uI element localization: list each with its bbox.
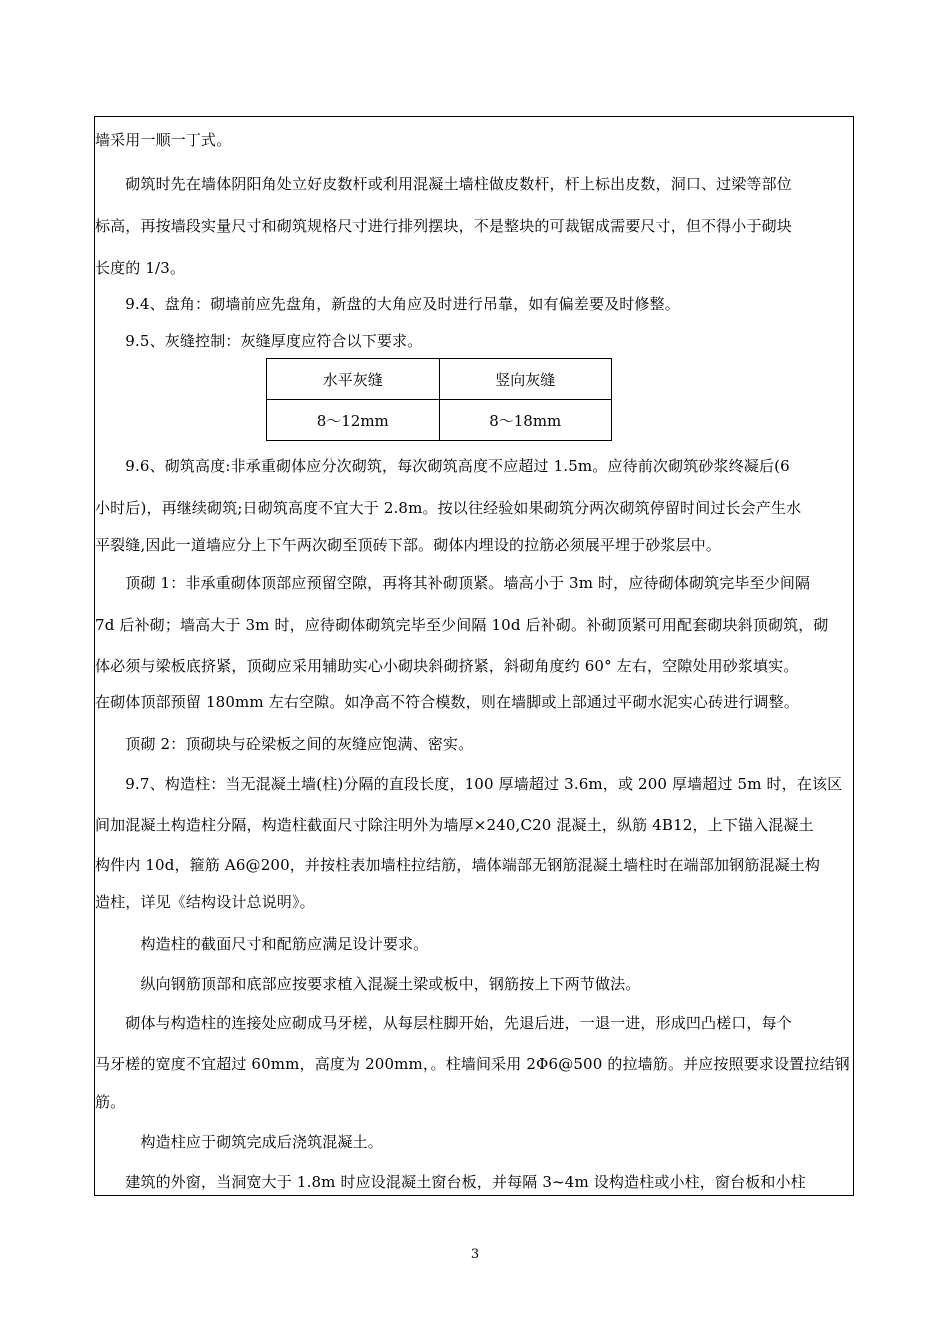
value-horizontal-joint: 8～12mm (267, 400, 440, 441)
text-line: 7d 后补砌；墙高大于 3m 时，应待砌体砌筑完毕至少间隔 10d 后补砌。补砌顶紧可用配套砌块斜顶砌筑，砌 (95, 616, 829, 634)
text-line: 纵向钢筋顶部和底部应按要求植入混凝土梁或板中，钢筋按上下两节做法。 (95, 975, 641, 993)
text-line: 9.5、灰缝控制：灰缝厚度应符合以下要求。 (95, 332, 423, 350)
value-vertical-joint: 8～18mm (439, 400, 612, 441)
header-vertical-joint: 竖向灰缝 (439, 359, 612, 400)
text-line: 间加混凝土构造柱分隔，构造柱截面尺寸除注明外为墙厚×240,C20 混凝土，纵筋 4B12，上下锚入混凝土 (95, 816, 814, 834)
text-line: 马牙槎的宽度不宜超过 60mm，高度为 200mm，。柱墙间采用 2Φ6@500 的拉墙筋。并应按照要求设置拉结钢 (95, 1055, 850, 1073)
page-number: 3 (470, 1247, 480, 1262)
text-line: 9.7、构造柱：当无混凝土墙(柱)分隔的直段长度，100 厚墙超过 3.6m，或 200 厚墙超过 5m 时，在该区 (95, 775, 843, 793)
text-line: 长度的 1/3。 (95, 259, 186, 277)
text-line: 构造柱应于砌筑完成后浇筑混凝土。 (95, 1133, 383, 1151)
text-line: 构件内 10d，箍筋 A6@200，并按柱表加墙柱拉结筋，墙体端部无钢筋混凝土墙柱时在端部加钢筋混凝土构 (95, 856, 821, 874)
text-line: 9.6、砌筑高度:非承重砌体应分次砌筑，每次砌筑高度不应超过 1.5m。应待前次砌筑砂浆终凝后(6 (95, 457, 790, 475)
text-line: 构造柱的截面尺寸和配筋应满足设计要求。 (95, 935, 429, 953)
text-line: 标高，再按墙段实量尺寸和砌筑规格尺寸进行排列摆块，不是整块的可裁锯成需要尺寸，但不得小于砌块 (95, 217, 792, 235)
text-line: 平裂缝,因此一道墙应分上下午两次砌至顶砖下部。砌体内埋设的拉筋必须展平埋于砂浆层中。 (95, 536, 722, 554)
text-line: 建筑的外窗，当洞宽大于 1.8m 时应设混凝土窗台板，并每隔 3~4m 设构造柱或小柱，窗台板和小柱 (95, 1173, 806, 1191)
text-line: 造柱，详见《结构设计总说明》。 (95, 893, 315, 911)
header-horizontal-joint: 水平灰缝 (267, 359, 440, 400)
text-line: 顶砌 2：顶砌块与砼梁板之间的灰缝应饱满、密实。 (95, 735, 474, 753)
text-line: 砌筑时先在墙体阴阳角处立好皮数杆或利用混凝土墙柱做皮数杆，杆上标出皮数，洞口、过梁等部位 (95, 175, 792, 193)
text-line: 墙采用一顺一丁式。 (95, 131, 232, 149)
text-line: 砌体与构造柱的连接处应砌成马牙槎，从每层柱脚开始，先退后进，一退一进，形成凹凸槎口，每个 (95, 1014, 792, 1032)
text-line: 顶砌 1：非承重砌体顶部应预留空隙，再将其补砌顶紧。墙高小于 3m 时，应待砌体砌筑完毕至少间隔 (95, 574, 811, 592)
text-line: 9.4、盘角：砌墙前应先盘角，新盘的大角应及时进行吊靠，如有偏差要及时修整。 (95, 295, 680, 313)
text-line: 小时后)，再继续砌筑;日砌筑高度不宜大于 2.8m。按以往经验如果砌筑分两次砌筑停留时间过长会产生水 (95, 499, 802, 517)
text-line: 体必须与梁板底挤紧，顶砌应采用辅助实心小砌块斜砌挤紧，斜砌角度约 60° 左右，空隙处用砂浆填实。 (95, 657, 799, 675)
text-line: 筋。 (95, 1093, 126, 1111)
mortar-joint-table (266, 358, 612, 441)
text-line: 在砌体顶部预留 180mm 左右空隙。如净高不符合模数，则在墙脚或上部通过平砌水泥实心砖进行调整。 (95, 693, 799, 711)
